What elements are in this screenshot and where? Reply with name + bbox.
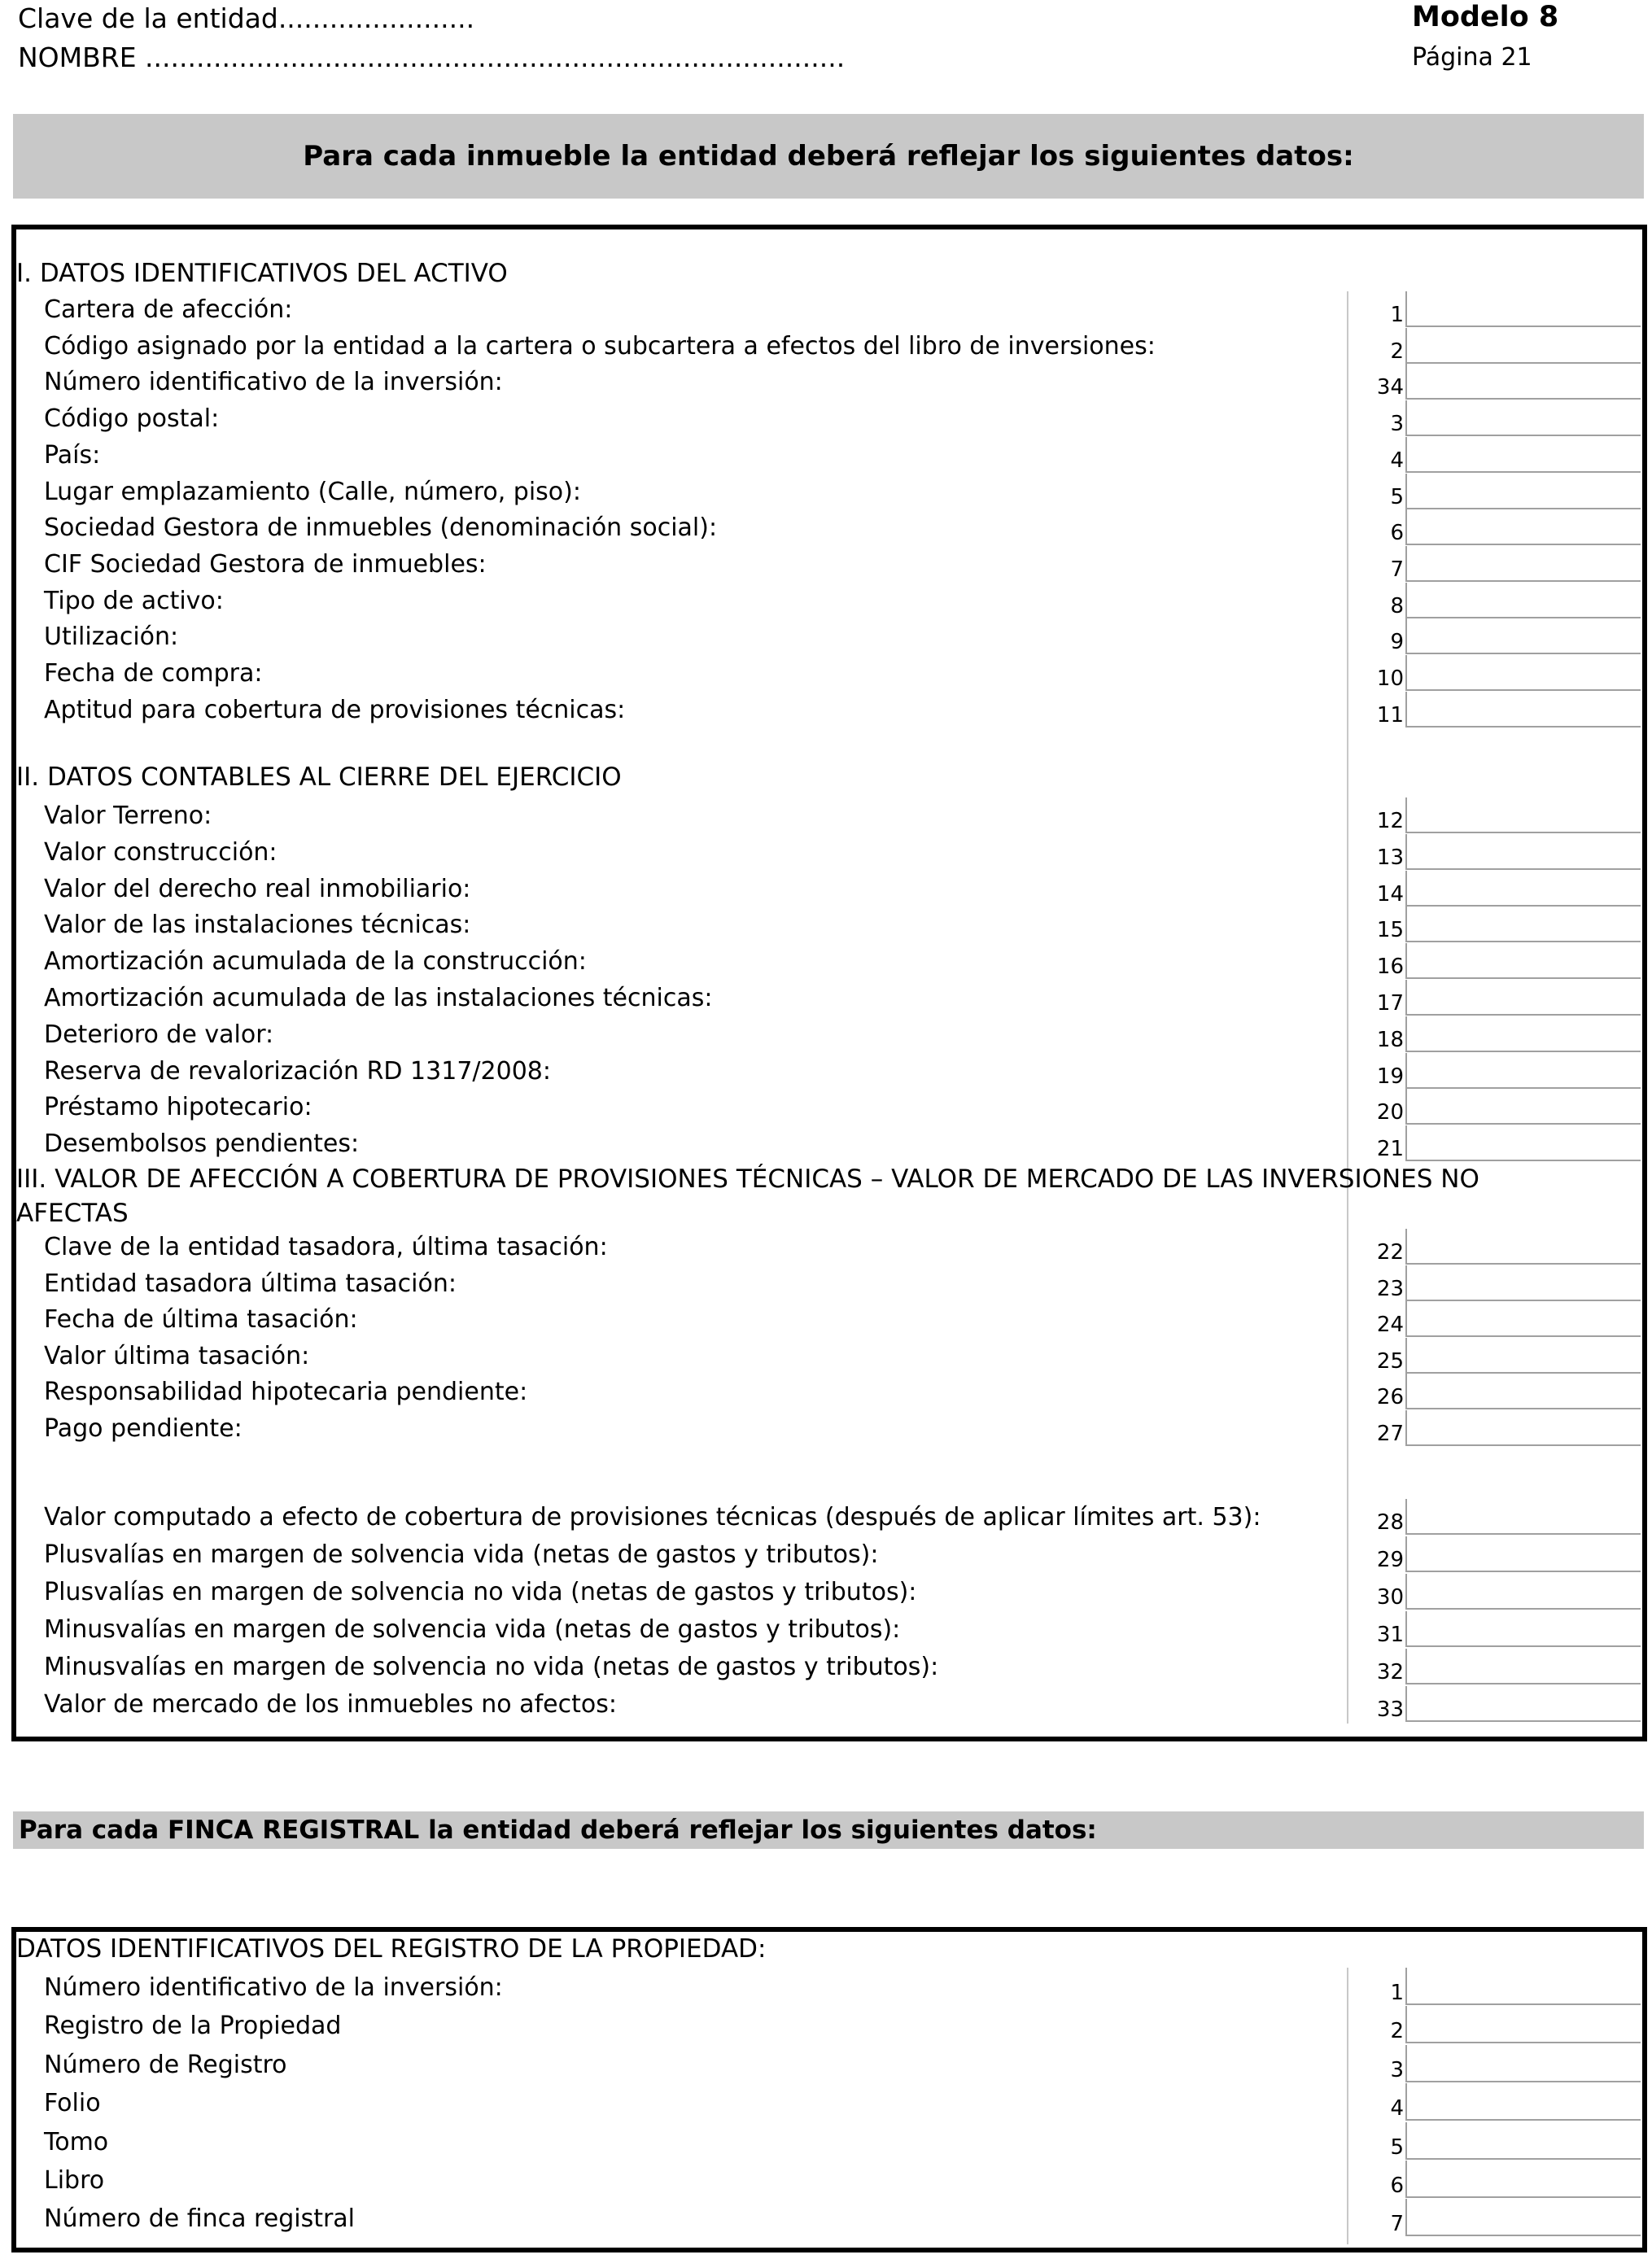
field-label: Valor computado a efecto de cobertura de provisiones técnicas (después de aplicar límites art. 53): — [44, 1503, 1261, 1531]
field-label: Lugar emplazamiento (Calle, número, piso): — [44, 477, 581, 506]
banner-finca-registral — [13, 1811, 1644, 1849]
modelo-label: Modelo 8 — [1412, 1, 1559, 33]
value-input-box[interactable] — [1405, 2006, 1641, 2043]
field-label: Aptitud para cobertura de provisiones técnicas: — [44, 695, 626, 724]
banner-finca-text: Para cada FINCA REGISTRAL la entidad deberá reflejar los siguientes datos: — [19, 1816, 1097, 1845]
value-input-box[interactable] — [1405, 1574, 1641, 1610]
field-number: 21 — [1376, 1137, 1404, 1162]
field-label: Código postal: — [44, 404, 220, 434]
form-row — [0, 2006, 1652, 2043]
field-number: 10 — [1376, 666, 1404, 691]
value-input-box[interactable] — [1405, 437, 1641, 473]
value-input-box[interactable] — [1405, 1686, 1641, 1722]
field-number: 7 — [1390, 557, 1404, 582]
form-row — [0, 474, 1652, 509]
field-number: 25 — [1376, 1348, 1404, 1374]
form-row — [0, 980, 1652, 1016]
form-row — [0, 1410, 1652, 1446]
value-input-box[interactable] — [1405, 1968, 1641, 2005]
field-number: 30 — [1376, 1585, 1404, 1610]
field-label: Utilización: — [44, 623, 179, 652]
field-label: Deterioro de valor: — [44, 1020, 274, 1049]
value-input-box[interactable] — [1405, 509, 1641, 545]
banner-inmueble — [13, 114, 1644, 199]
form-row — [0, 1968, 1652, 2005]
field-number: 34 — [1376, 375, 1404, 400]
form-row — [0, 2122, 1652, 2160]
field-label: Número identificativo de la inversión: — [44, 1973, 503, 2002]
field-label: Código asignado por la entidad a la cartera o subcartera a efectos del libro de inversiones: — [44, 331, 1156, 360]
form-row — [0, 834, 1652, 870]
field-label: Libro — [44, 2166, 105, 2195]
pagina-label: Página 21 — [1412, 43, 1532, 72]
form-row — [0, 1499, 1652, 1535]
field-number: 2 — [1390, 2019, 1404, 2044]
form-row — [0, 1265, 1652, 1301]
field-number: 29 — [1376, 1548, 1404, 1572]
value-input-box[interactable] — [1405, 2045, 1641, 2082]
field-number: 3 — [1390, 412, 1404, 437]
field-label: Sociedad Gestora de inmuebles (denominación social): — [44, 513, 718, 543]
form-row — [0, 797, 1652, 833]
field-label: Pago pendiente: — [44, 1414, 243, 1443]
field-number: 18 — [1376, 1027, 1404, 1052]
form-row — [0, 1338, 1652, 1374]
field-number: 27 — [1376, 1422, 1404, 1446]
field-label: Valor del derecho real inmobiliario: — [44, 874, 471, 903]
value-input-box[interactable] — [1405, 400, 1641, 436]
field-label: Reserva de revalorización RD 1317/2008: — [44, 1056, 551, 1086]
form-row — [0, 1301, 1652, 1337]
value-input-box[interactable] — [1405, 1338, 1641, 1374]
form-row — [0, 871, 1652, 907]
value-input-box[interactable] — [1405, 2199, 1641, 2236]
field-label: Número de Registro — [44, 2050, 287, 2079]
field-label: CIF Sociedad Gestora de inmuebles: — [44, 549, 487, 579]
banner-inmueble-text: Para cada inmueble la entidad deberá reflejar los siguientes datos: — [303, 140, 1354, 173]
value-input-box[interactable] — [1405, 583, 1641, 618]
value-input-box[interactable] — [1405, 980, 1641, 1016]
form-row — [0, 1089, 1652, 1125]
field-label: Responsabilidad hipotecaria pendiente: — [44, 1378, 528, 1407]
value-input-box[interactable] — [1405, 907, 1641, 942]
form-row — [0, 1611, 1652, 1647]
form-row — [0, 2045, 1652, 2082]
field-number: 6 — [1390, 2174, 1404, 2198]
field-number: 1 — [1390, 303, 1404, 327]
field-number: 24 — [1376, 1313, 1404, 1338]
form-row — [0, 2083, 1652, 2121]
section-datos-contables: II. DATOS CONTABLES AL CIERRE DEL EJERCICIO — [16, 762, 622, 792]
field-number: 6 — [1390, 521, 1404, 546]
value-input-box[interactable] — [1405, 943, 1641, 979]
form-row — [0, 1536, 1652, 1572]
value-input-box[interactable] — [1405, 655, 1641, 691]
form-row — [0, 1686, 1652, 1722]
field-label: Amortización acumulada de las instalaciones técnicas: — [44, 984, 713, 1012]
form-row — [0, 1649, 1652, 1684]
field-label: Valor Terreno: — [44, 802, 212, 830]
form-row — [0, 1574, 1652, 1610]
form-row — [0, 943, 1652, 979]
value-input-box[interactable] — [1405, 1611, 1641, 1647]
field-number: 31 — [1376, 1623, 1404, 1647]
form-row — [0, 509, 1652, 545]
field-label: Folio — [44, 2089, 101, 2118]
field-number: 20 — [1376, 1100, 1404, 1125]
value-input-box[interactable] — [1405, 1536, 1641, 1572]
field-number: 22 — [1376, 1240, 1404, 1265]
field-label: Desembolsos pendientes: — [44, 1130, 360, 1159]
field-number: 4 — [1390, 448, 1404, 473]
field-number: 32 — [1376, 1660, 1404, 1684]
value-input-box[interactable] — [1405, 692, 1641, 728]
field-number: 13 — [1376, 845, 1404, 870]
field-number: 11 — [1376, 702, 1404, 728]
field-label: Amortización acumulada de la construcción: — [44, 947, 587, 977]
field-number: 4 — [1390, 2096, 1404, 2121]
value-input-box[interactable] — [1405, 1649, 1641, 1684]
value-input-box[interactable] — [1405, 1499, 1641, 1535]
field-label: Valor de las instalaciones técnicas: — [44, 911, 471, 940]
form-row — [0, 692, 1652, 728]
field-number: 15 — [1376, 918, 1404, 943]
field-label: Fecha de compra: — [44, 659, 263, 688]
value-input-box[interactable] — [1405, 1016, 1641, 1052]
field-label: Valor construcción: — [44, 837, 278, 867]
field-label: Préstamo hipotecario: — [44, 1093, 312, 1122]
field-number: 33 — [1376, 1698, 1404, 1722]
value-input-box[interactable] — [1405, 618, 1641, 654]
section-valor-afeccion-line1: III. VALOR DE AFECCIÓN A COBERTURA DE PROVISIONES TÉCNICAS – VALOR DE MERCADO DE LAS INVERSIONES NO — [16, 1164, 1479, 1194]
field-number: 5 — [1390, 484, 1404, 509]
field-number: 12 — [1376, 809, 1404, 833]
field-number: 16 — [1376, 955, 1404, 980]
form-row — [0, 1125, 1652, 1161]
value-input-box[interactable] — [1405, 834, 1641, 870]
field-label: País: — [44, 440, 101, 470]
field-label: Valor de mercado de los inmuebles no afectos: — [44, 1690, 617, 1719]
value-input-box[interactable] — [1405, 1301, 1641, 1337]
value-input-box[interactable] — [1405, 2083, 1641, 2121]
field-number: 19 — [1376, 1064, 1404, 1089]
value-input-box[interactable] — [1405, 291, 1641, 327]
value-input-box[interactable] — [1405, 1374, 1641, 1409]
section-valor-afeccion-line2: AFECTAS — [16, 1199, 129, 1228]
form-row — [0, 907, 1652, 942]
value-input-box[interactable] — [1405, 1089, 1641, 1125]
field-number: 5 — [1390, 2134, 1404, 2160]
field-label: Tomo — [44, 2127, 109, 2156]
section-datos-identificativos: I. DATOS IDENTIFICATIVOS DEL ACTIVO — [16, 259, 508, 288]
field-number: 3 — [1390, 2057, 1404, 2082]
clave-entidad: Clave de la entidad....................... — [18, 2, 475, 34]
form-row — [0, 1016, 1652, 1052]
form-row — [0, 2161, 1652, 2198]
field-label: Fecha de última tasación: — [44, 1305, 358, 1335]
field-label: Minusvalías en margen de solvencia no vida (netas de gastos y tributos): — [44, 1653, 939, 1681]
value-input-box[interactable] — [1405, 1125, 1641, 1161]
form-row — [0, 618, 1652, 654]
value-input-box[interactable] — [1405, 797, 1641, 833]
field-number: 28 — [1376, 1510, 1404, 1535]
value-input-box[interactable] — [1405, 2161, 1641, 2198]
nombre-field: NOMBRE .................................................................................. — [18, 42, 846, 73]
form-row — [0, 1229, 1652, 1265]
field-number: 8 — [1390, 593, 1404, 618]
field-number: 9 — [1390, 630, 1404, 655]
field-number: 26 — [1376, 1385, 1404, 1410]
field-label: Registro de la Propiedad — [44, 2012, 342, 2041]
field-label: Clave de la entidad tasadora, última tasación: — [44, 1233, 608, 1261]
field-label: Valor última tasación: — [44, 1341, 310, 1370]
form-row — [0, 437, 1652, 473]
field-number: 2 — [1390, 339, 1404, 364]
field-number: 17 — [1376, 991, 1404, 1016]
value-input-box[interactable] — [1405, 1229, 1641, 1265]
field-label: Entidad tasadora última tasación: — [44, 1269, 457, 1298]
value-input-box[interactable] — [1405, 1410, 1641, 1446]
value-input-box[interactable] — [1405, 546, 1641, 582]
form-row — [0, 546, 1652, 582]
form-row — [0, 364, 1652, 400]
form-row — [0, 291, 1652, 327]
form-row — [0, 2199, 1652, 2236]
field-label: Tipo de activo: — [44, 586, 224, 615]
form-row — [0, 1374, 1652, 1409]
section-registro-propiedad: DATOS IDENTIFICATIVOS DEL REGISTRO DE LA PROPIEDAD: — [16, 1934, 767, 1964]
value-input-box[interactable] — [1405, 2122, 1641, 2160]
form-row — [0, 655, 1652, 691]
value-input-box[interactable] — [1405, 871, 1641, 907]
field-label: Minusvalías en margen de solvencia vida (netas de gastos y tributos): — [44, 1615, 901, 1644]
value-input-box[interactable] — [1405, 1053, 1641, 1089]
field-number: 14 — [1376, 881, 1404, 907]
value-input-box[interactable] — [1405, 1265, 1641, 1301]
form-row — [0, 583, 1652, 618]
form-row — [0, 1053, 1652, 1089]
field-number: 1 — [1390, 1981, 1404, 2005]
field-label: Plusvalías en margen de solvencia no vida (netas de gastos y tributos): — [44, 1578, 917, 1606]
field-label: Plusvalías en margen de solvencia vida (netas de gastos y tributos): — [44, 1540, 879, 1569]
field-number: 23 — [1376, 1276, 1404, 1301]
value-input-box[interactable] — [1405, 474, 1641, 509]
form-row — [0, 328, 1652, 364]
field-label: Número de finca registral — [44, 2204, 356, 2234]
value-input-box[interactable] — [1405, 328, 1641, 364]
form-row — [0, 400, 1652, 436]
field-label: Cartera de afección: — [44, 295, 293, 324]
value-input-box[interactable] — [1405, 364, 1641, 400]
field-number: 7 — [1390, 2212, 1404, 2237]
field-label: Número identificativo de la inversión: — [44, 368, 503, 397]
